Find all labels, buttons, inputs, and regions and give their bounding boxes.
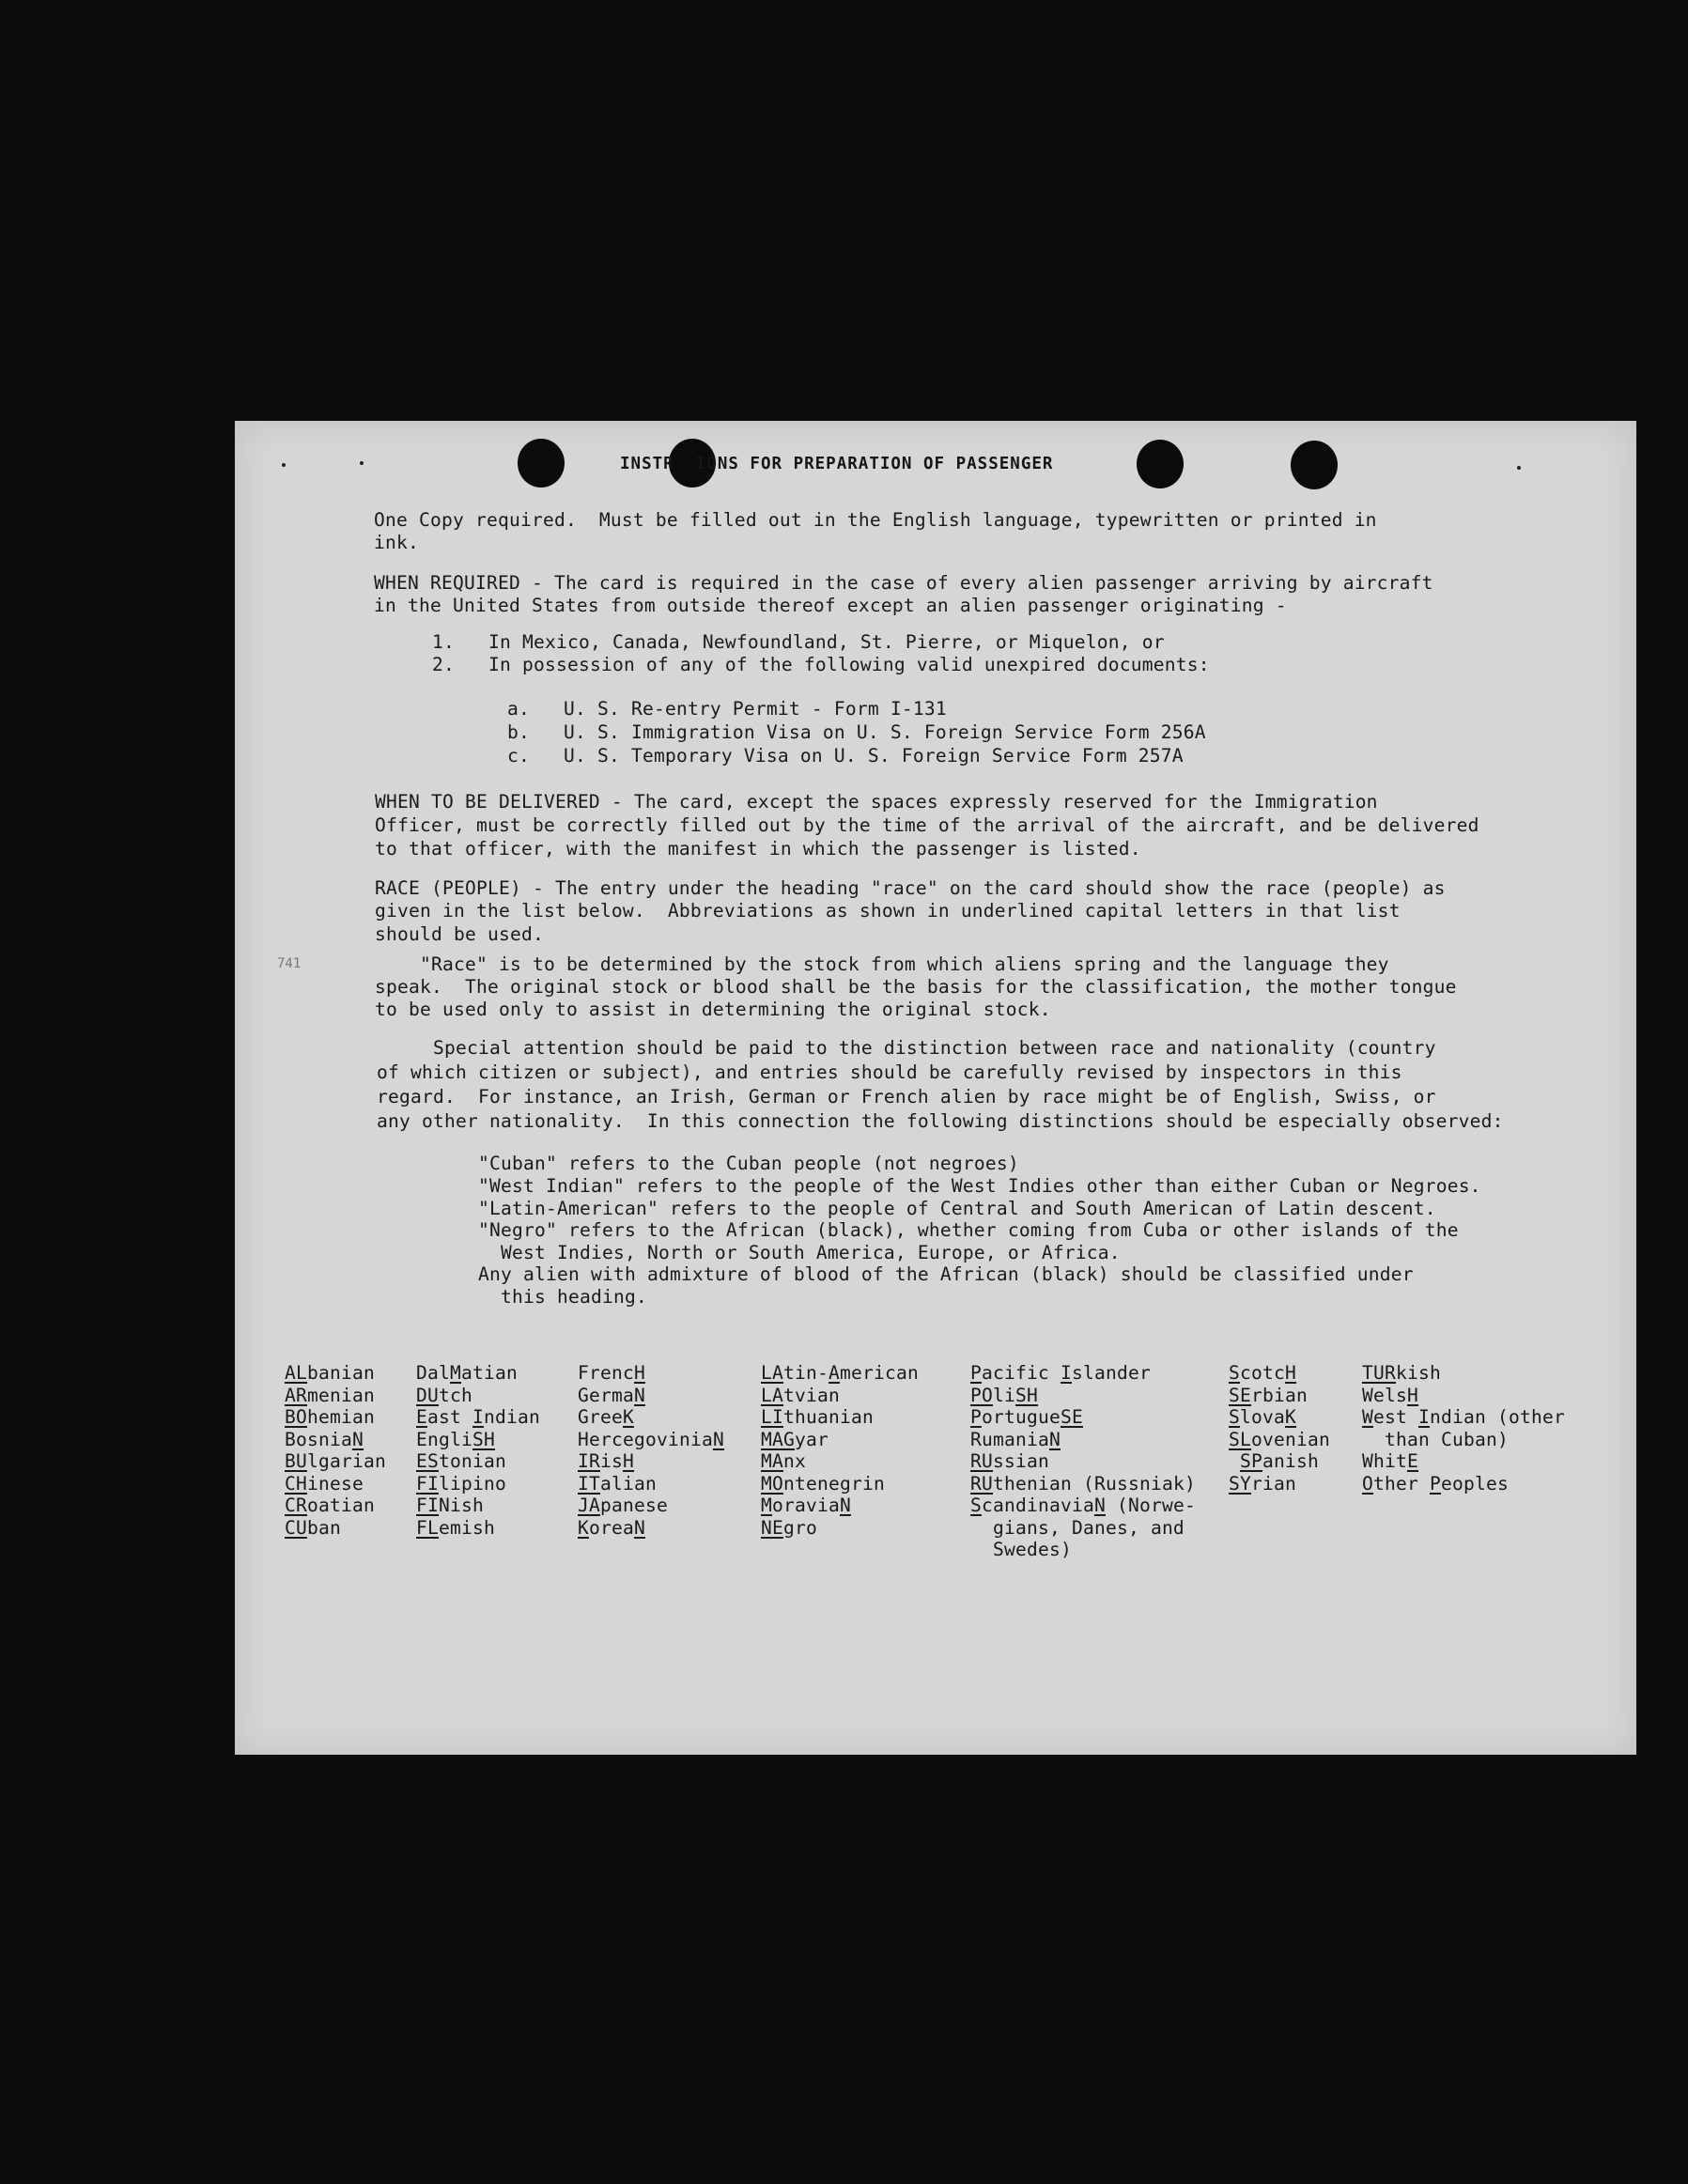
- race-para3-line: Special attention should be paid to the distinction between race and nationality (country: [377, 1037, 1436, 1059]
- race-text: [1229, 1450, 1240, 1472]
- race-text: anish: [1262, 1450, 1319, 1472]
- race-abbrev: P: [970, 1362, 982, 1384]
- race-abbrev: K: [623, 1406, 634, 1428]
- distinction-line: West Indies, North or South America, Europe, or Africa.: [478, 1242, 1121, 1263]
- race-abbrev: NE: [761, 1516, 783, 1539]
- race-entry: [578, 1473, 724, 1495]
- race-entry: [285, 1495, 386, 1517]
- race-entry: [761, 1406, 919, 1429]
- race-abbrev: I: [1060, 1362, 1072, 1384]
- race-entry: [970, 1362, 1196, 1385]
- when-required-subitem: c. U. S. Temporary Visa on U. S. Foreign Service Form 257A: [507, 745, 1184, 767]
- intro-line: One Copy required. Must be filled out in the English language, typewritten or printed in: [374, 509, 1377, 531]
- race-abbrev: RU: [970, 1450, 993, 1472]
- race-entry: [578, 1385, 724, 1407]
- race-abbrev: SH: [1015, 1384, 1038, 1406]
- race-entry: [1229, 1385, 1330, 1407]
- race-abbrev: TU: [1362, 1362, 1385, 1384]
- race-abbrev: JA: [578, 1495, 600, 1516]
- race-abbrev: S: [970, 1495, 982, 1516]
- race-text: tvian: [783, 1384, 840, 1406]
- race-text: ndian (other: [1430, 1406, 1565, 1428]
- race-para2-line: speak. The original stock or blood shall be the basis for the classification, the mother tongue: [375, 976, 1457, 998]
- race-entry: [970, 1406, 1196, 1429]
- race-abbrev: IR: [578, 1450, 600, 1472]
- race-entry: [1362, 1385, 1565, 1407]
- race-entry: [970, 1473, 1196, 1495]
- race-column: [285, 1362, 386, 1539]
- document-page: [235, 421, 1636, 1755]
- race-text: banian: [307, 1362, 375, 1384]
- race-text: thenian (Russniak): [993, 1472, 1196, 1495]
- race-abbrev: N: [839, 1495, 851, 1516]
- race-abbrev: I: [472, 1406, 484, 1428]
- race-text: Wels: [1362, 1384, 1407, 1406]
- race-text: hemian: [307, 1406, 375, 1428]
- race-entry: [761, 1385, 919, 1407]
- race-entry: [285, 1450, 386, 1473]
- race-text: ntenegrin: [783, 1472, 885, 1495]
- race-entry: [1362, 1473, 1565, 1495]
- race-text: atian: [461, 1362, 518, 1384]
- race-abbrev: N: [633, 1384, 645, 1406]
- race-abbrev: BU: [285, 1450, 307, 1472]
- race-text: rbian: [1251, 1384, 1308, 1406]
- race-entry: [285, 1406, 386, 1429]
- race-abbrev: PO: [970, 1384, 993, 1406]
- race-abbrev: E: [416, 1406, 427, 1428]
- race-text: ndian: [484, 1406, 540, 1428]
- distinction-line: "Cuban" refers to the Cuban people (not negroes): [478, 1153, 1019, 1174]
- race-abbrev: E: [1407, 1450, 1418, 1472]
- race-text: gians, Danes, and: [970, 1516, 1185, 1539]
- page-title: INSTR IONS FOR PREPARATION OF PASSENGER: [620, 455, 1054, 473]
- race-text: oravia: [772, 1495, 840, 1516]
- race-text: ish: [450, 1495, 484, 1516]
- intro-line: ink.: [374, 532, 419, 553]
- race-text: Whit: [1362, 1450, 1407, 1472]
- race-abbrev: MA: [761, 1450, 783, 1472]
- race-entry: [578, 1495, 724, 1517]
- race-text: cotc: [1240, 1362, 1285, 1384]
- race-entry: [761, 1495, 919, 1517]
- race-entry: [578, 1362, 724, 1385]
- race-text: menian: [307, 1384, 375, 1406]
- race-entry: [1229, 1406, 1330, 1429]
- race-text: N: [439, 1495, 450, 1516]
- speck: [1517, 466, 1521, 470]
- race-text: inese: [307, 1472, 364, 1495]
- race-abbrev: N: [634, 1516, 645, 1539]
- race-entry: [970, 1429, 1196, 1451]
- race-abbrev: G: [783, 1428, 795, 1450]
- race-entry: [1229, 1473, 1330, 1495]
- distinction-line: "Negro" refers to the African (black), whether coming from Cuba or other islands of the: [478, 1219, 1459, 1241]
- race-text: lova: [1240, 1406, 1285, 1428]
- race-abbrev: AR: [285, 1384, 307, 1406]
- margin-mark: 741: [277, 956, 302, 971]
- race-text: thuanian: [783, 1406, 874, 1428]
- race-text: Bosnia: [285, 1428, 352, 1450]
- race-entry: [416, 1362, 540, 1385]
- race-abbrev: FL: [416, 1516, 439, 1539]
- race-text: yar: [795, 1428, 829, 1450]
- race-text: Swedes): [970, 1539, 1072, 1560]
- race-abbrev: W: [1362, 1406, 1373, 1428]
- race-abbrev: SY: [1229, 1472, 1251, 1495]
- race-para2-line: to be used only to assist in determining the original stock.: [375, 999, 1051, 1020]
- race-abbrev: P: [1429, 1472, 1441, 1495]
- race-text: than Cuban): [1362, 1428, 1509, 1450]
- race-abbrev: SH: [472, 1428, 495, 1450]
- race-text: ban: [307, 1516, 341, 1539]
- race-text: tch: [439, 1384, 472, 1406]
- race-entry: [416, 1429, 540, 1451]
- race-entry: [761, 1429, 919, 1451]
- distinction-line: "West Indian" refers to the people of the West Indies other than either Cuban or Negroes.: [478, 1175, 1481, 1197]
- race-entry: [578, 1450, 724, 1473]
- race-text: lgarian: [307, 1450, 386, 1472]
- when-required-subitem: b. U. S. Immigration Visa on U. S. Foreign Service Form 256A: [507, 721, 1206, 743]
- race-entry: [1229, 1429, 1330, 1451]
- race-entry: [416, 1473, 540, 1495]
- when-required-line: WHEN REQUIRED - The card is required in the case of every alien passenger arriving by aircraft: [374, 572, 1433, 594]
- race-abbrev: N: [712, 1428, 724, 1450]
- race-text: is: [600, 1450, 623, 1472]
- race-abbrev: SL: [1229, 1428, 1251, 1450]
- race-abbrev: FI: [416, 1495, 439, 1516]
- race-entry: [416, 1450, 540, 1473]
- race-abbrev: SP: [1240, 1450, 1262, 1472]
- race-para3-line: any other nationality. In this connection the following distinctions should be especially observed:: [377, 1110, 1504, 1132]
- race-para3-line: regard. For instance, an Irish, German or French alien by race might be of English, Swiss, or: [377, 1086, 1436, 1107]
- race-entry: [1229, 1450, 1330, 1473]
- race-column: [416, 1362, 540, 1539]
- race-para3-line: of which citizen or subject), and entries should be carefully revised by inspectors in this: [377, 1061, 1402, 1083]
- race-abbrev: ES: [416, 1450, 439, 1472]
- race-abbrev: MO: [761, 1472, 783, 1495]
- race-text: Hercegovinia: [578, 1428, 713, 1450]
- race-abbrev: S: [1229, 1362, 1240, 1384]
- race-abbrev: SE: [1229, 1384, 1251, 1406]
- distinction-line: "Latin-American" refers to the people of Central and South American of Latin descent.: [478, 1198, 1436, 1219]
- race-text: slander: [1071, 1362, 1151, 1384]
- race-text: Germa: [578, 1384, 634, 1406]
- race-abbrev: CR: [285, 1495, 307, 1516]
- race-line: given in the list below. Abbreviations as shown in underlined capital letters in that list: [375, 900, 1401, 922]
- race-text: Rumania: [970, 1428, 1049, 1450]
- race-abbrev: H: [633, 1362, 645, 1384]
- race-abbrev: N: [1048, 1428, 1061, 1450]
- race-entry: [1362, 1406, 1565, 1429]
- race-text: Gree: [578, 1406, 623, 1428]
- race-entry: [1362, 1450, 1565, 1473]
- when-required-item: 1. In Mexico, Canada, Newfoundland, St. Pierre, or Miquelon, or: [432, 631, 1165, 653]
- race-abbrev: N: [351, 1428, 364, 1450]
- race-abbrev: M: [761, 1495, 772, 1516]
- race-entry: [578, 1429, 724, 1451]
- race-text: emish: [439, 1516, 495, 1539]
- race-column: [761, 1362, 919, 1539]
- when-delivered-line: WHEN TO BE DELIVERED - The card, except the spaces expressly reserved for the Immigration: [375, 791, 1378, 813]
- race-text: eoples: [1440, 1472, 1509, 1495]
- race-text: Frenc: [578, 1362, 634, 1384]
- race-abbrev: CH: [285, 1472, 307, 1495]
- speck: [282, 463, 286, 467]
- race-abbrev: LI: [761, 1406, 783, 1428]
- race-text: Dal: [416, 1362, 450, 1384]
- race-abbrev: H: [1285, 1362, 1296, 1384]
- race-text: (Norwe-: [1105, 1495, 1196, 1516]
- race-abbrev: SE: [1060, 1406, 1083, 1428]
- race-entry: [285, 1385, 386, 1407]
- race-text: gro: [783, 1516, 817, 1539]
- race-abbrev: BO: [285, 1406, 307, 1428]
- race-entry: [285, 1362, 386, 1385]
- race-abbrev: H: [1407, 1384, 1418, 1406]
- race-text: orea: [589, 1516, 634, 1539]
- when-required-item: 2. In possession of any of the following valid unexpired documents:: [432, 654, 1210, 675]
- race-abbrev: O: [1362, 1472, 1373, 1495]
- race-text: li: [993, 1384, 1015, 1406]
- race-entry: [578, 1406, 724, 1429]
- race-entry: [285, 1429, 386, 1451]
- when-delivered-line: to that officer, with the manifest in which the passenger is listed.: [375, 838, 1141, 860]
- race-text: ther: [1373, 1472, 1430, 1495]
- race-abbrev: AL: [285, 1362, 307, 1384]
- race-entry: [578, 1517, 724, 1540]
- race-abbrev: LA: [761, 1362, 783, 1384]
- race-abbrev: R: [1385, 1362, 1396, 1384]
- race-abbrev: A: [829, 1362, 840, 1384]
- race-abbrev: M: [450, 1362, 461, 1384]
- distinction-line: Any alien with admixture of blood of the African (black) should be classified under: [478, 1263, 1414, 1285]
- race-abbrev: S: [1229, 1406, 1240, 1428]
- race-para2-line: "Race" is to be determined by the stock from which aliens spring and the language they: [375, 953, 1389, 975]
- race-text: tin-: [783, 1362, 829, 1384]
- race-entry: [970, 1450, 1196, 1473]
- race-text: panese: [600, 1495, 668, 1516]
- race-text: ssian: [993, 1450, 1049, 1472]
- race-column: [970, 1362, 1196, 1561]
- race-text: lipino: [439, 1472, 506, 1495]
- race-column: [1229, 1362, 1330, 1495]
- race-entry: [416, 1495, 540, 1517]
- race-abbrev: K: [1285, 1406, 1296, 1428]
- race-entry: [970, 1495, 1196, 1517]
- race-abbrev: RU: [970, 1472, 993, 1495]
- race-entry: [285, 1517, 386, 1540]
- race-text: acific: [982, 1362, 1061, 1384]
- race-column: [578, 1362, 724, 1539]
- speck: [360, 461, 364, 465]
- when-required-line: in the United States from outside thereof except an alien passenger originating -: [374, 595, 1287, 616]
- race-entry: [416, 1517, 540, 1540]
- race-line: RACE (PEOPLE) - The entry under the heading "race" on the card should show the race (people) as: [375, 877, 1446, 899]
- race-abbrev: CU: [285, 1516, 307, 1539]
- race-entry: [285, 1473, 386, 1495]
- race-abbrev: N: [1093, 1495, 1106, 1516]
- punch-hole: [1291, 441, 1338, 489]
- race-abbrev: FI: [416, 1472, 439, 1495]
- race-entry: [416, 1406, 540, 1429]
- race-entry: [970, 1385, 1196, 1407]
- punch-hole: [1137, 440, 1184, 488]
- race-entry: [970, 1539, 1196, 1561]
- race-entry: [761, 1362, 919, 1385]
- race-text: ortugue: [982, 1406, 1061, 1428]
- race-text: Engli: [416, 1428, 472, 1450]
- race-text: ovenian: [1251, 1428, 1330, 1450]
- race-line: should be used.: [375, 923, 544, 945]
- race-abbrev: P: [970, 1406, 982, 1428]
- race-abbrev: H: [623, 1450, 634, 1472]
- race-abbrev: K: [578, 1516, 589, 1539]
- race-entry: [1362, 1429, 1565, 1451]
- race-abbrev: LA: [761, 1384, 783, 1406]
- race-entry: [761, 1450, 919, 1473]
- distinction-line: this heading.: [478, 1286, 647, 1308]
- race-abbrev: DU: [416, 1384, 439, 1406]
- race-text: oatian: [307, 1495, 375, 1516]
- race-entry: [1362, 1362, 1565, 1385]
- race-text: tonian: [439, 1450, 506, 1472]
- race-abbrev: IT: [578, 1472, 600, 1495]
- race-entry: [970, 1517, 1196, 1540]
- when-delivered-line: Officer, must be correctly filled out by the time of the arrival of the aircraft, and be delivered: [375, 814, 1479, 836]
- race-text: ast: [427, 1406, 472, 1428]
- when-required-subitem: a. U. S. Re-entry Permit - Form I-131: [507, 698, 947, 720]
- race-text: merican: [840, 1362, 919, 1384]
- race-text: candinavia: [982, 1495, 1094, 1516]
- race-text: rian: [1251, 1472, 1296, 1495]
- race-entry: [761, 1473, 919, 1495]
- race-text: est: [1373, 1406, 1418, 1428]
- race-entry: [416, 1385, 540, 1407]
- race-column: [1362, 1362, 1565, 1495]
- race-entry: [1229, 1362, 1330, 1385]
- race-abbrev: I: [1418, 1406, 1430, 1428]
- race-entry: [761, 1517, 919, 1540]
- race-text: nx: [783, 1450, 806, 1472]
- race-text: kish: [1396, 1362, 1441, 1384]
- race-abbrev: MA: [761, 1428, 783, 1450]
- race-text: alian: [600, 1472, 657, 1495]
- punch-hole: [518, 439, 565, 488]
